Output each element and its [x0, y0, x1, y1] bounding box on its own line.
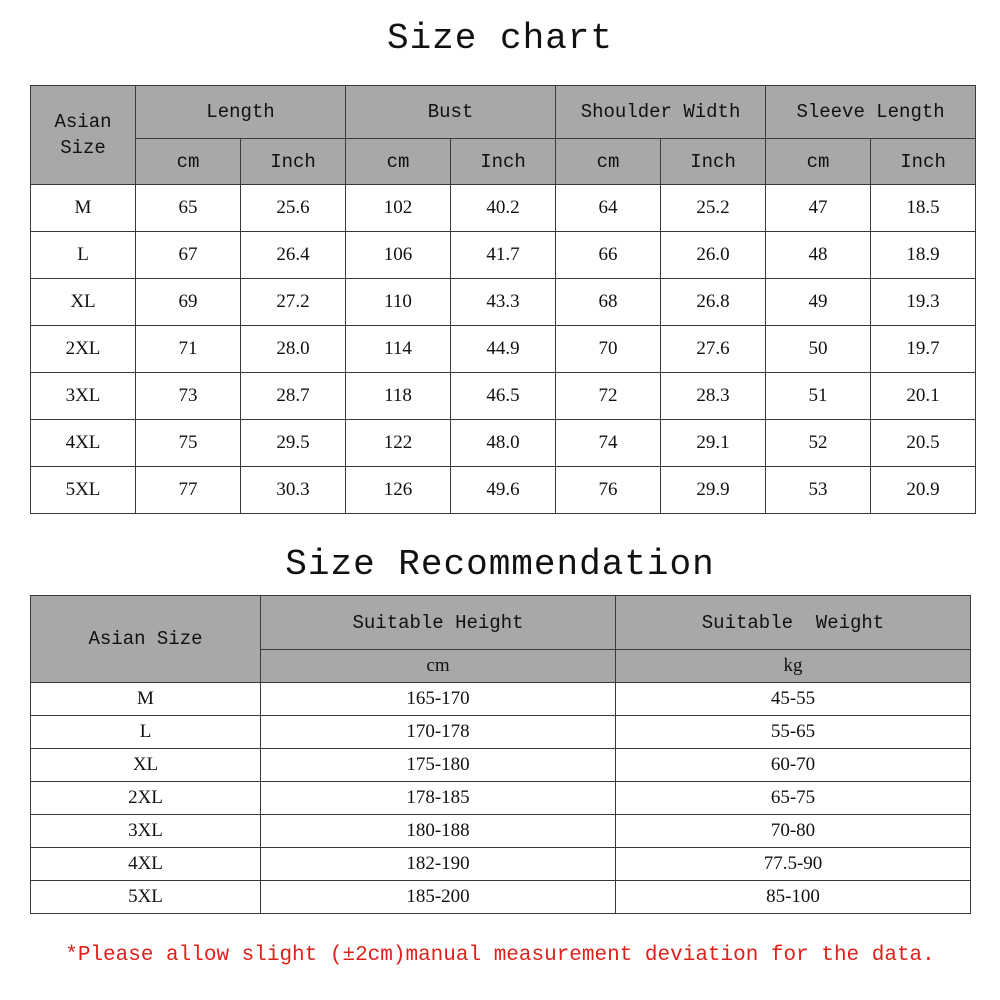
weight-cell: 85-100 [616, 881, 971, 914]
height-cell: 178-185 [261, 782, 616, 815]
table-row [31, 185, 976, 232]
measurement-cell: 25.2 [661, 185, 766, 232]
measurement-cell: 20.1 [871, 373, 976, 420]
measurement-cell: 64 [556, 185, 661, 232]
weight-cell: 55-65 [616, 716, 971, 749]
table-row [31, 683, 971, 716]
table-row [31, 373, 976, 420]
measurement-cell: 68 [556, 279, 661, 326]
size-cell: XL [31, 279, 136, 326]
measurement-cell: 51 [766, 373, 871, 420]
height-cell: 180-188 [261, 815, 616, 848]
size-cell: M [31, 185, 136, 232]
measurement-deviation-note: *Please allow slight (±2cm)manual measurement deviation for the data. [65, 944, 935, 967]
size-recommendation-title: Size Recommendation [285, 544, 715, 585]
unit-header: cm [556, 139, 661, 185]
size-cell: 3XL [31, 815, 261, 848]
size-cell: M [31, 683, 261, 716]
measurement-cell: 65 [136, 185, 241, 232]
table-row [31, 782, 971, 815]
unit-header: cm [136, 139, 241, 185]
measurement-cell: 114 [346, 326, 451, 373]
measurement-cell: 26.0 [661, 232, 766, 279]
unit-header: Inch [451, 139, 556, 185]
height-cell: 185-200 [261, 881, 616, 914]
measurement-cell: 28.3 [661, 373, 766, 420]
measurement-cell: 48.0 [451, 420, 556, 467]
table-row [31, 326, 976, 373]
measurement-cell: 77 [136, 467, 241, 514]
table-row [31, 881, 971, 914]
measurement-cell: 74 [556, 420, 661, 467]
weight-cell: 45-55 [616, 683, 971, 716]
measurement-cell: 52 [766, 420, 871, 467]
size-cell: 4XL [31, 420, 136, 467]
measurement-cell: 19.3 [871, 279, 976, 326]
rec-size-header: Asian Size [31, 596, 261, 683]
measurement-cell: 76 [556, 467, 661, 514]
measurement-cell: 26.4 [241, 232, 346, 279]
measurement-cell: 43.3 [451, 279, 556, 326]
group-header-bust: Bust [346, 86, 556, 139]
measurement-cell: 40.2 [451, 185, 556, 232]
group-header-sleeve-length: Sleeve Length [766, 86, 976, 139]
measurement-cell: 106 [346, 232, 451, 279]
weight-cell: 65-75 [616, 782, 971, 815]
unit-header-cm: cm [261, 650, 616, 683]
table-row [31, 815, 971, 848]
table-row [31, 716, 971, 749]
unit-header: cm [766, 139, 871, 185]
measurement-cell: 102 [346, 185, 451, 232]
measurement-cell: 26.8 [661, 279, 766, 326]
measurement-cell: 19.7 [871, 326, 976, 373]
measurement-cell: 28.0 [241, 326, 346, 373]
measurement-cell: 49 [766, 279, 871, 326]
measurement-cell: 110 [346, 279, 451, 326]
group-header-suitable-height: Suitable Height [261, 596, 616, 650]
table-row [31, 749, 971, 782]
measurement-cell: 47 [766, 185, 871, 232]
group-header-length: Length [136, 86, 346, 139]
height-cell: 182-190 [261, 848, 616, 881]
measurement-cell: 29.1 [661, 420, 766, 467]
group-header-suitable-weight: Suitable Weight [616, 596, 971, 650]
size-cell: L [31, 716, 261, 749]
height-cell: 175-180 [261, 749, 616, 782]
measurement-cell: 29.5 [241, 420, 346, 467]
size-header: Asian Size [54, 111, 112, 159]
measurement-cell: 20.5 [871, 420, 976, 467]
unit-header: cm [346, 139, 451, 185]
measurement-cell: 50 [766, 326, 871, 373]
weight-cell: 60-70 [616, 749, 971, 782]
measurement-cell: 27.2 [241, 279, 346, 326]
measurement-cell: 49.6 [451, 467, 556, 514]
unit-header: Inch [871, 139, 976, 185]
measurement-cell: 25.6 [241, 185, 346, 232]
unit-header: Inch [241, 139, 346, 185]
size-header-cell [31, 86, 136, 185]
measurement-cell: 72 [556, 373, 661, 420]
size-cell: 5XL [31, 881, 261, 914]
weight-cell: 77.5-90 [616, 848, 971, 881]
measurement-cell: 20.9 [871, 467, 976, 514]
measurement-cell: 18.9 [871, 232, 976, 279]
size-cell: XL [31, 749, 261, 782]
unit-header: Inch [661, 139, 766, 185]
measurement-cell: 118 [346, 373, 451, 420]
measurement-cell: 53 [766, 467, 871, 514]
weight-cell: 70-80 [616, 815, 971, 848]
measurement-cell: 18.5 [871, 185, 976, 232]
measurement-cell: 70 [556, 326, 661, 373]
unit-header-kg: kg [616, 650, 971, 683]
measurement-cell: 69 [136, 279, 241, 326]
measurement-cell: 71 [136, 326, 241, 373]
measurement-cell: 75 [136, 420, 241, 467]
table-row [31, 420, 976, 467]
measurement-cell: 41.7 [451, 232, 556, 279]
size-cell: L [31, 232, 136, 279]
size-chart-table [30, 85, 976, 514]
table-row [31, 279, 976, 326]
measurement-cell: 122 [346, 420, 451, 467]
measurement-cell: 29.9 [661, 467, 766, 514]
table-row [31, 232, 976, 279]
table-row [31, 848, 971, 881]
measurement-cell: 44.9 [451, 326, 556, 373]
measurement-cell: 126 [346, 467, 451, 514]
size-chart-title: Size chart [386, 18, 614, 59]
size-recommendation-table [30, 595, 971, 914]
table-row [31, 467, 976, 514]
measurement-cell: 46.5 [451, 373, 556, 420]
measurement-cell: 66 [556, 232, 661, 279]
measurement-cell: 67 [136, 232, 241, 279]
size-cell: 5XL [31, 467, 136, 514]
measurement-cell: 73 [136, 373, 241, 420]
size-cell: 2XL [31, 782, 261, 815]
measurement-cell: 30.3 [241, 467, 346, 514]
size-cell: 2XL [31, 326, 136, 373]
height-cell: 170-178 [261, 716, 616, 749]
measurement-cell: 27.6 [661, 326, 766, 373]
measurement-cell: 48 [766, 232, 871, 279]
size-cell: 3XL [31, 373, 136, 420]
group-header-shoulder-width: Shoulder Width [556, 86, 766, 139]
height-cell: 165-170 [261, 683, 616, 716]
size-cell: 4XL [31, 848, 261, 881]
measurement-cell: 28.7 [241, 373, 346, 420]
